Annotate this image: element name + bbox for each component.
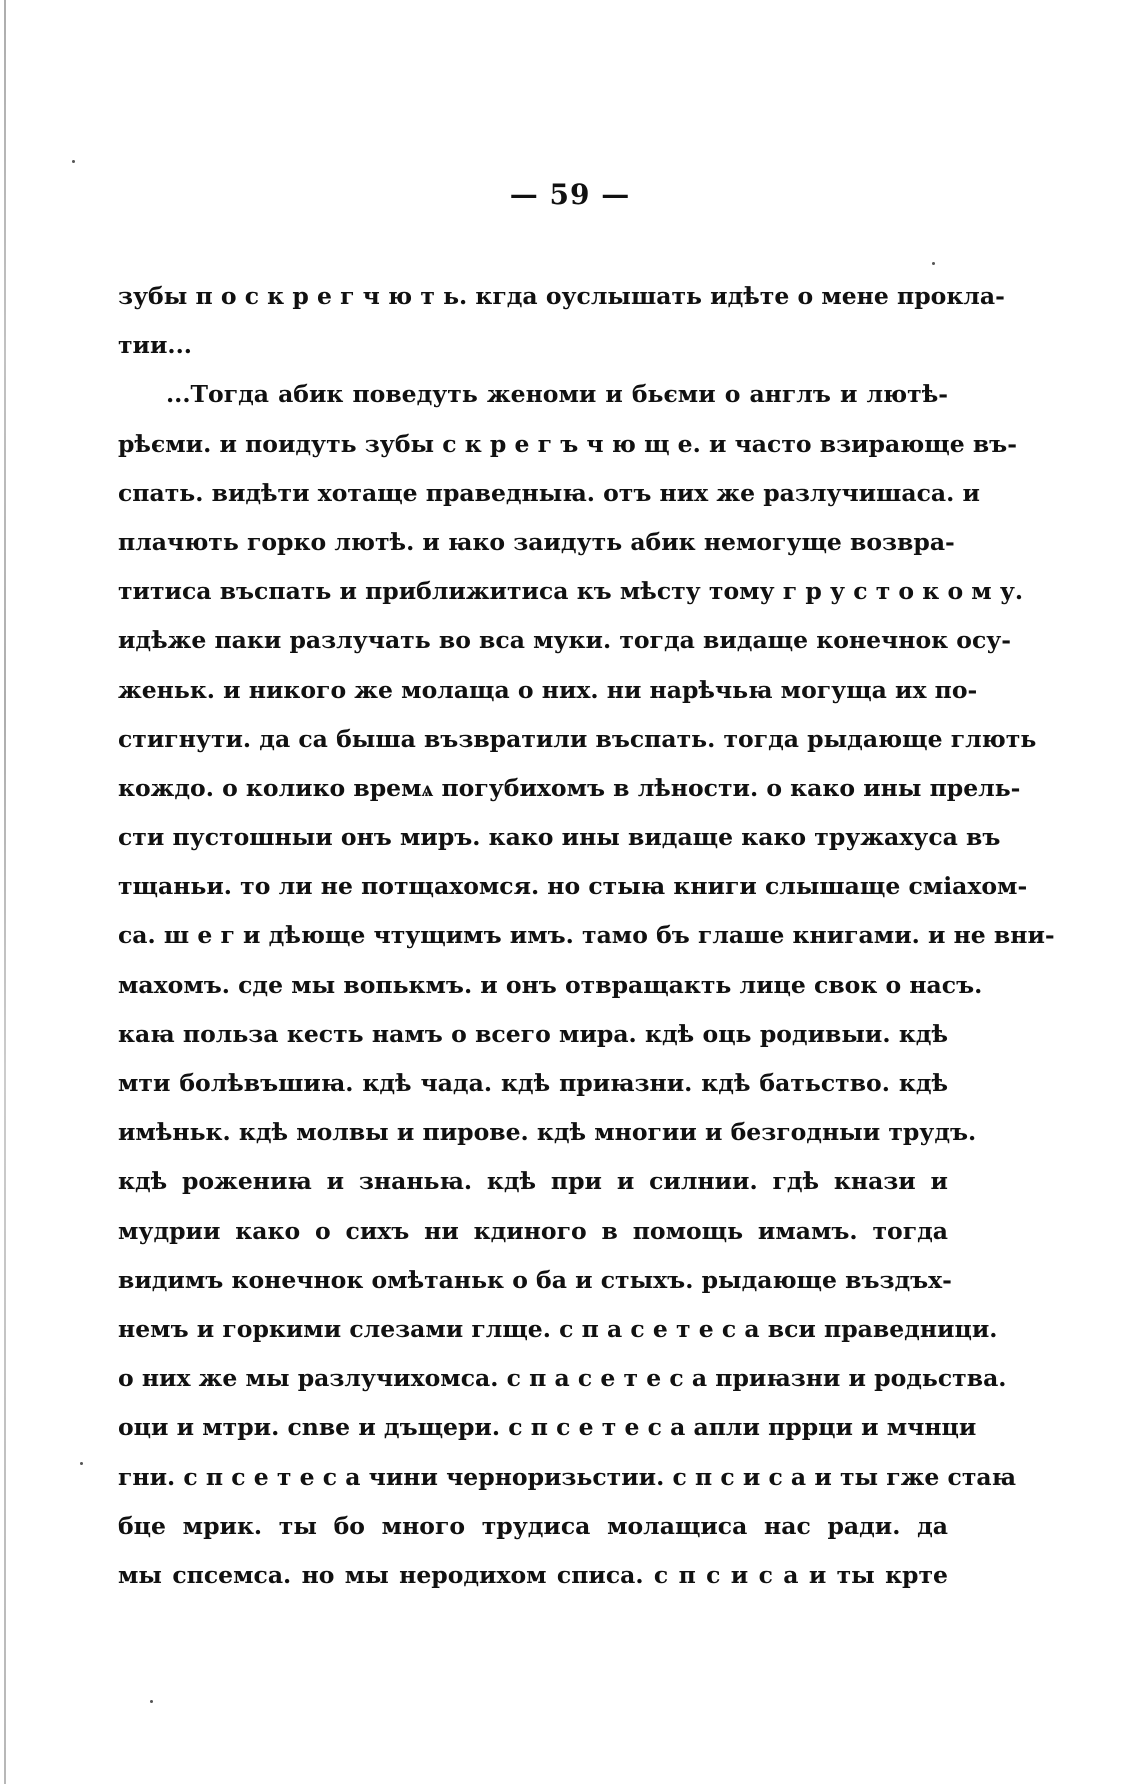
text-line: ...Тогда абик поведуть женоми и бьєми о англъ и лютѣ- (166, 380, 948, 409)
text-line: рѣєми. и поидуть зубы с к р е г ъ ч ю щ е. и часто взирающе въ- (118, 429, 1017, 458)
text-line: зубы п о с к р е г ч ю т ь. кгда оуслышать идѣте о мене прокла- (118, 282, 1005, 310)
text-line: спать. видѣти хотаще праведныꙗ. отъ них же разлучишаса. и (118, 478, 980, 507)
text-line: немъ и горкими слезами глще. с п а с е т е с а вси праведници. (118, 1314, 998, 1343)
text-line: мудрии како о сихъ ни кдиного в помощь имамъ. тогда (118, 1216, 948, 1245)
text-line: о них же мы разлучихомса. с п а с е т е с а приꙗзни и родьства. (118, 1364, 1007, 1393)
text-line: кдѣ рожениꙗ и знаньꙗ. кдѣ при и силнии. гдѣ кнази и (118, 1167, 948, 1196)
body-text (118, 272, 1055, 1600)
text-line: бце мрик. ты бо много трудиса молащиса нас ради. да (118, 1511, 948, 1540)
text-line: сти пустошныи онъ миръ. како ины видаще како тружахуса въ (118, 823, 1001, 852)
text-line: титиса въспать и приближитиса къ мѣсту тому г р у с т о к о м у. (118, 577, 1024, 606)
text-line: идѣже паки разлучать во вса муки. тогда видаще конечнок осу- (118, 626, 1012, 655)
text-line: плачють горко лютѣ. и ꙗко заидуть абик немогуще возвра- (118, 527, 955, 556)
paper-speck (72, 160, 75, 163)
text-line: махомъ. сде мы вопькмъ. и онъ отвращакть лице свок о насъ. (118, 970, 983, 999)
text-line: са. ш е г и дѣюще чтущимъ имъ. тамо бъ глаше книгами. и не вни- (118, 921, 1055, 950)
page-edge-shadow (4, 0, 6, 1784)
text-line: мы спсемса. но мы неродихом списа. с п с и с а и ты крте (118, 1560, 948, 1589)
text-line: оци и мтри. сnве и дъщери. с п с е т е с а апли пррци и мчнци (118, 1413, 977, 1442)
paper-speck (150, 1700, 153, 1703)
text-line: мти болѣвъшиꙗ. кдѣ чада. кдѣ приꙗзни. кдѣ батьство. кдѣ (118, 1069, 948, 1097)
text-line: гни. с п с е т е с а чини черноризьстии. с п с и с а и ты гже стаꙗ (118, 1462, 1017, 1491)
text-line: стигнути. да са быша възвратили въспать. тогда рыдающе глють (118, 724, 1037, 753)
text-line: тщаньи. то ли не потщахомся. но стыꙗ книги слышаще сміахом- (118, 872, 1028, 901)
text-line: видимъ конечнок омѣтаньк о ба и стыхъ. рыдающе въздъх- (118, 1265, 952, 1294)
text-line: женьк. и никого же молаща о них. ни нарѣчьꙗ могуща их по- (118, 675, 978, 704)
text-line: имѣньк. кдѣ молвы и пирове. кдѣ многии и безгодныи трудъ. (118, 1118, 977, 1147)
page-number: — 59 — (509, 178, 631, 211)
paper-speck (932, 262, 935, 265)
text-line: тии... (118, 331, 192, 360)
text-line: кождо. о колико времѧ погубихомъ в лѣности. о како ины прель- (118, 773, 1021, 802)
text-line: каꙗ польза кесть намъ о всего мира. кдѣ оць родивыи. кдѣ (118, 1019, 948, 1048)
paper-speck (80, 1462, 83, 1465)
